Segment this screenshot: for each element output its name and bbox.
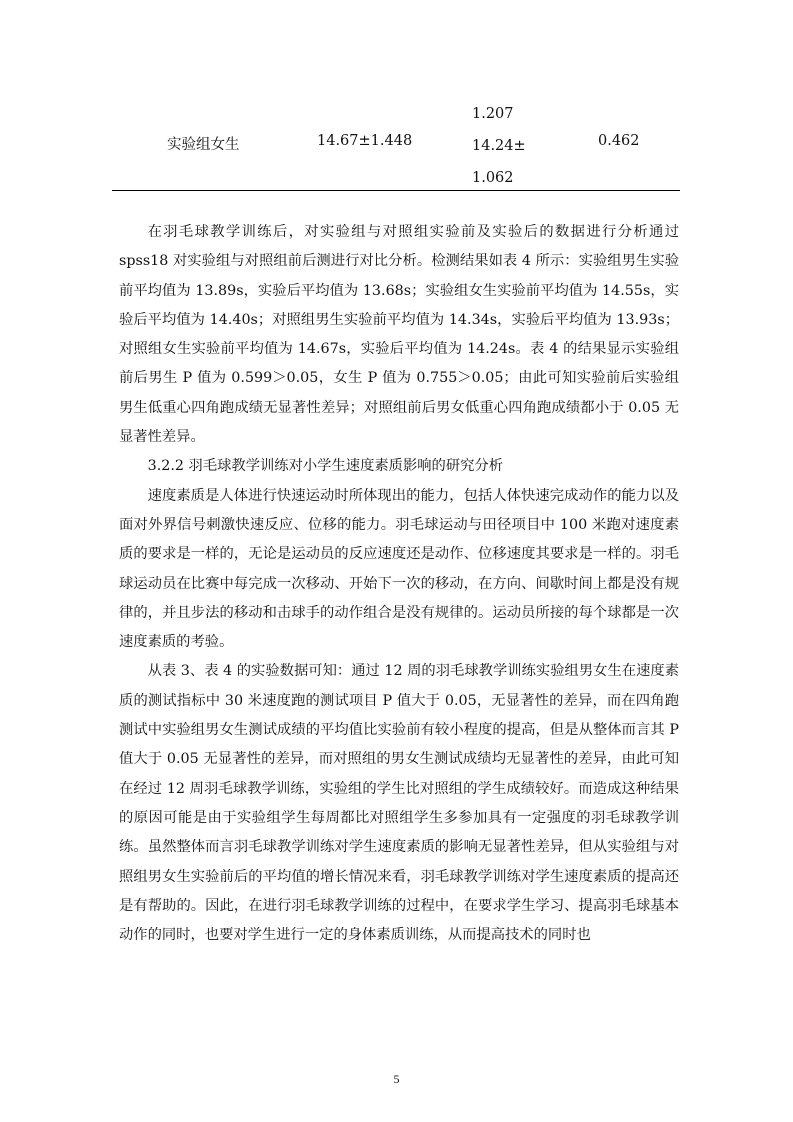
row-label: 实验组女生 <box>167 137 240 153</box>
post-value-line: 1.062 <box>472 170 514 186</box>
table-bottom-rule <box>112 190 680 191</box>
paragraph: 从表 3、表 4 的实验数据可知：通过 12 周的羽毛球教学训练实验组男女生在速度素质的测试指标中 30 米速度跑的测试项目 P 值大于 0.05，无显著性的差异，而在四角跑测试中实验组男女生测试成绩的平均值比实验前有较小程度的提高，但是从整体而言其 P 值大于 0.05 无显著性的差异，而对照组的男女生测试成绩均无显著性的差异，由此可知在经过 12 周羽毛球教学训练，实验组的学生比对照组的学生成绩较好。而造成这种结果的原因可能是由于实验组学生每周都比对照组学生多参加具有一定强度的羽毛球教学训练。虽然整体而言羽毛球教学训练对学生速度素质的影响无显著性差异，但从实验组与对照组男女生实验前后的平均值的增长情况来看，羽毛球教学训练对学生速度素质的提高还是有帮助的。因此，在进行羽毛球教学训练的过程中，在要求学生学习、提高羽毛球基本动作的同时，也要对学生进行一定的身体素质训练，从而提高技术的同时也 <box>119 663 679 944</box>
body-text <box>119 218 679 950</box>
post-test-value <box>472 98 526 194</box>
paragraph: 速度素质是人体进行快速运动时所体现出的能力，包括人体快速完成动作的能力以及面对外界信号刺激快速反应、位移的能力。羽毛球运动与田径项目中 100 米跑对速度素质的要求是一样的，无论是运动员的反应速度还是动作、位移速度其要求是一样的。羽毛球运动员在比赛中每完成一次移动、开始下一次的移动，在方向、间歇时间上都是没有规律的，并且步法的移动和击球手的动作组合是没有规律的。运动员所接的每个球都是一次速度素质的考验。 <box>119 487 679 651</box>
post-value-line: 14.24± <box>472 138 526 154</box>
table-row <box>112 98 680 186</box>
p-value: 0.462 <box>598 133 640 149</box>
paragraph: 在羽毛球教学训练后，对实验组与对照组实验前及实验后的数据进行分析通过 spss18 对实验组与对照组前后测进行对比分析。检测结果如表 4 所示：实验组男生实验前平均值为 13.89s，实验后平均值为 13.68s；实验组女生实验前平均值为 14.55s，实验后平均值为 14.40s；对照组男生实验前平均值为 14.34s，实验后平均值为 13.93s；对照组女生实验前平均值为 14.67s，实验后平均值为 14.24s。表 4 的结果显示实验组前后男生 P 值为 0.599＞0.05，女生 P 值为 0.755＞0.05；由此可知实验前后实验组男生低重心四角跑成绩无显著性差异；对照组前后男女低重心四角跑成绩都小于 0.05 无显著性差异。 <box>119 224 679 446</box>
page-number: 5 <box>393 1072 400 1086</box>
section-heading: 3.2.2 羽毛球教学训练对小学生速度素质影响的研究分析 <box>147 458 504 475</box>
pre-test-value: 14.67±1.448 <box>317 133 413 149</box>
post-value-line: 1.207 <box>472 106 514 122</box>
